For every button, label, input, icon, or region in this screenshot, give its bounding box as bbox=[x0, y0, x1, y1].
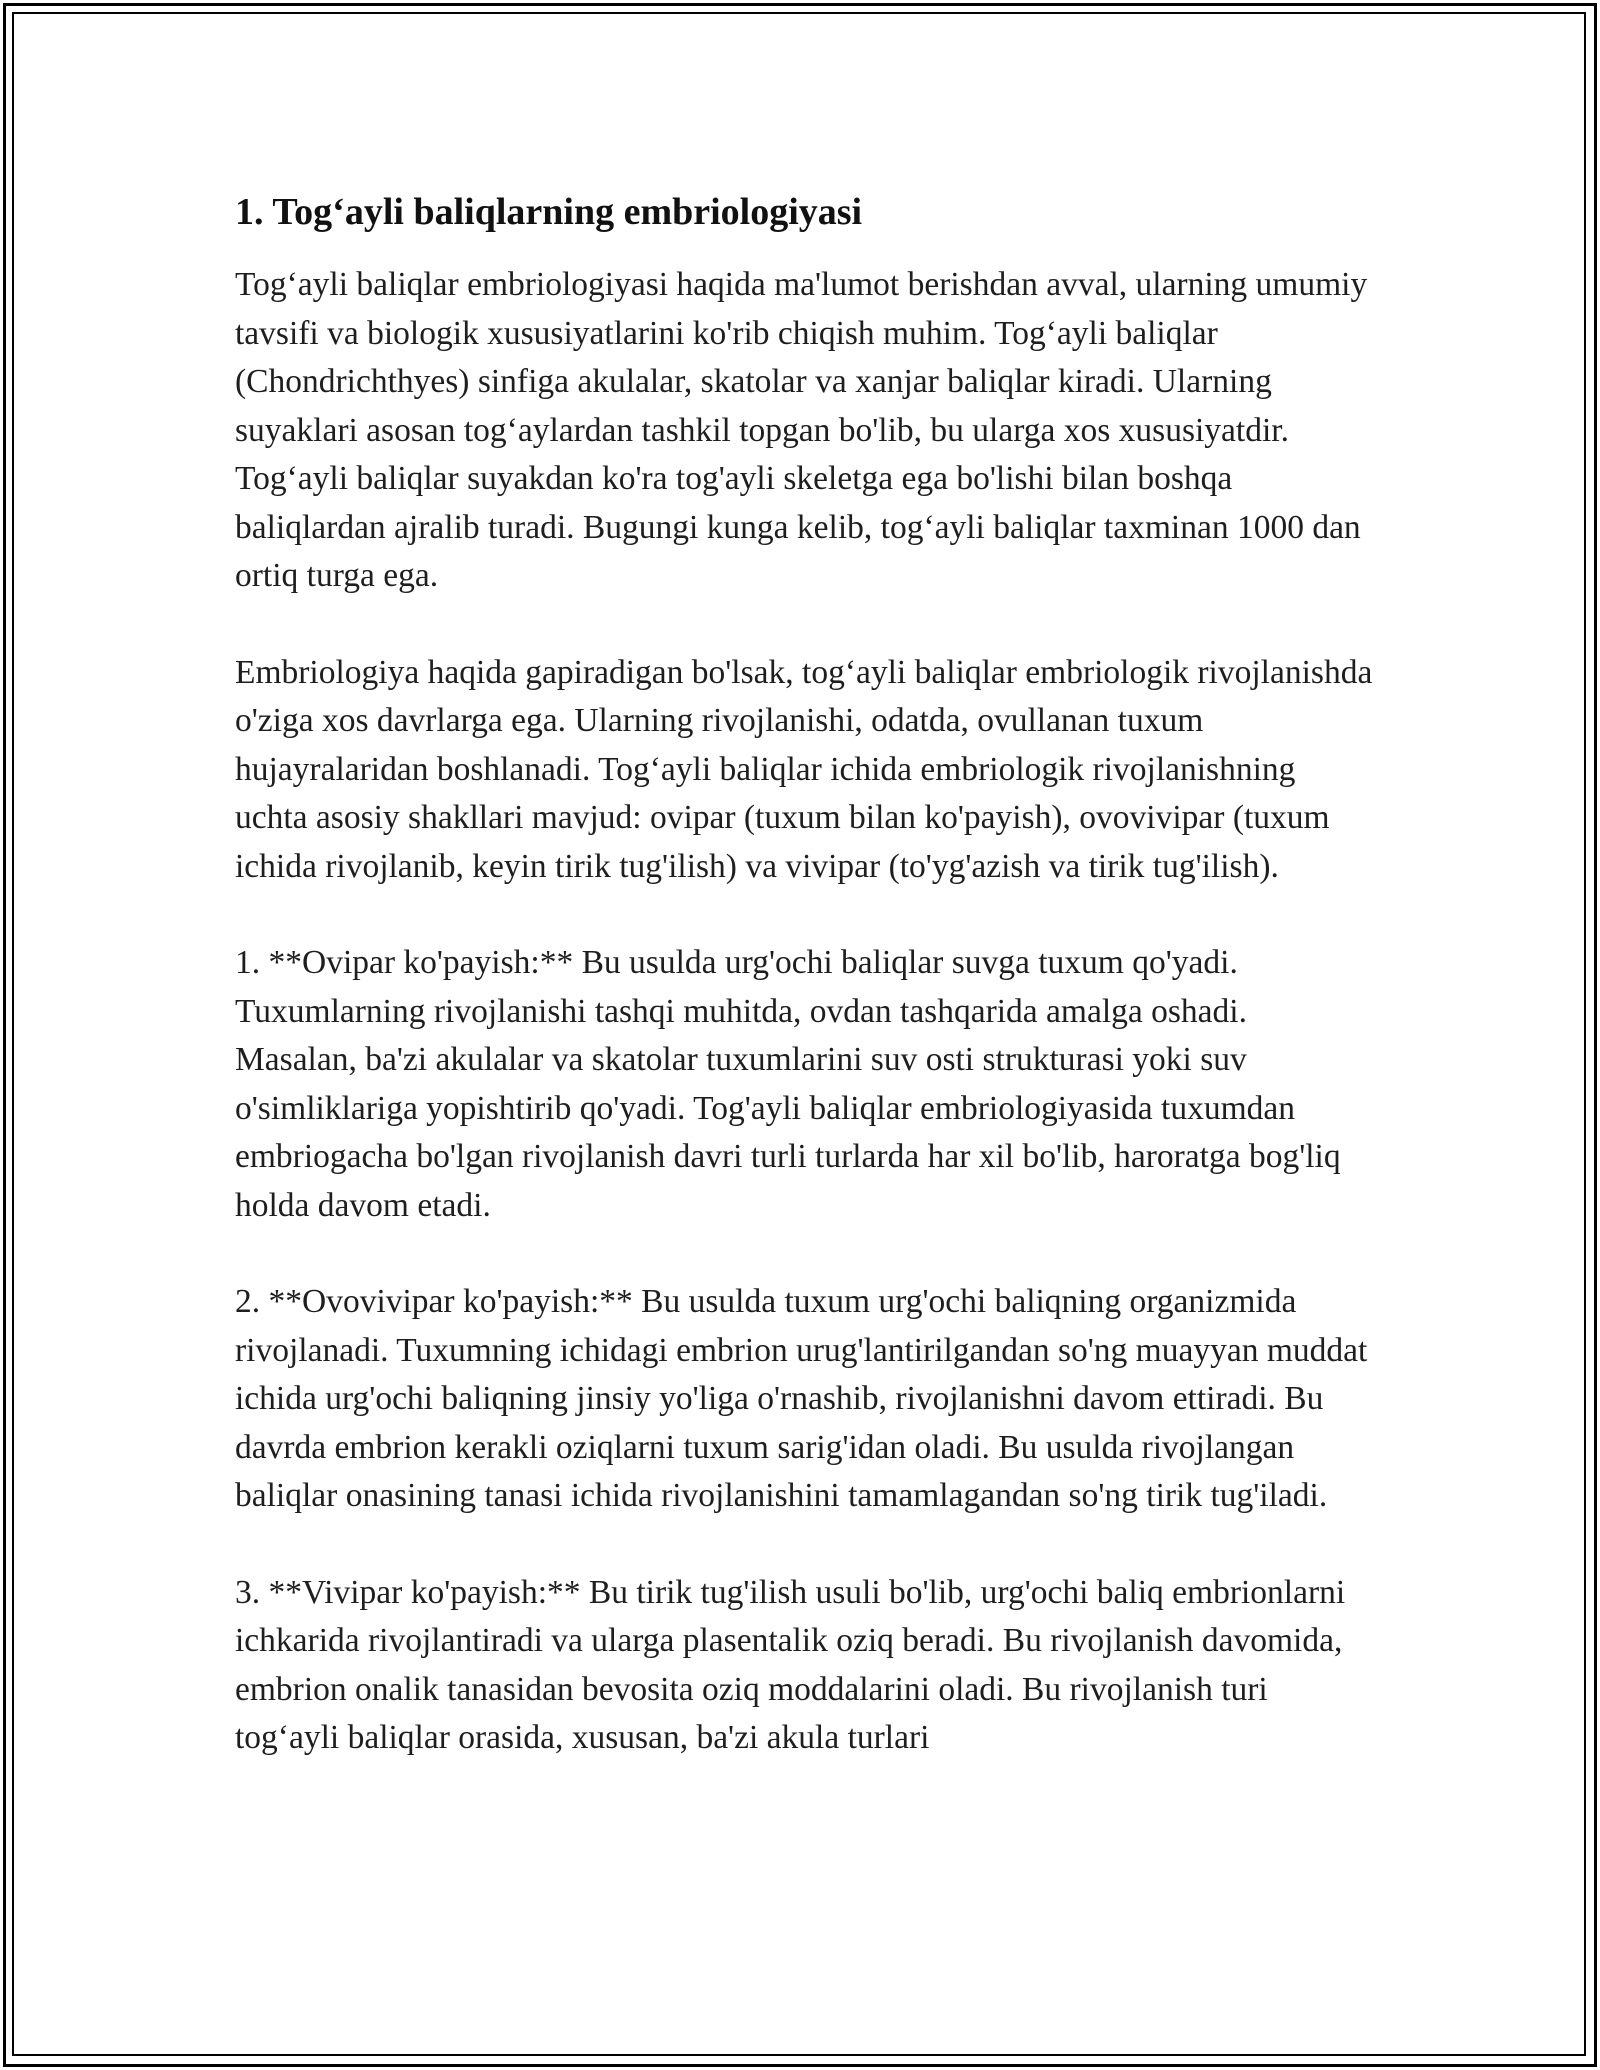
document-body bbox=[235, 185, 1375, 1811]
section-heading: 1. Tog‘ayli baliqlarning embriologiyasi bbox=[235, 191, 863, 233]
paragraph-intro: Tog‘ayli baliqlar embriologiyasi haqida ma'lumot berishdan avval, ularning umumiy tavsifi va biologik xususiyatlarini ko'rib chiqish muhim. Tog‘ayli baliqlar (Chondrichthyes) sinfiga akulalar, skatolar va xanjar baliqlar kiradi. Ularning suyaklari asosan tog‘aylardan tashkil topgan bo'lib, bu ularga xos xususiyatdir. Tog‘ayli baliqlar suyakdan ko'ra tog'ayli skeletga ega bo'lishi bilan boshqa baliqlardan ajralib turadi. Bugungi kunga kelib, tog‘ayli baliqlar taxminan 1000 dan ortiq turga ega. bbox=[235, 266, 1368, 594]
paragraph-vivipar: 3. **Vivipar ko'payish:** Bu tirik tug'ilish usuli bo'lib, urg'ochi baliq embrionlarni ichkarida rivojlantiradi va ularga plasentalik oziq beradi. Bu rivojlanish davomida, embrion onalik tanasidan bevosita oziq moddalarini oladi. Bu rivojlanish turi tog‘ayli baliqlar orasida, xususan, ba'zi akula turlari bbox=[235, 1573, 1346, 1756]
paragraph-embryology: Embriologiya haqida gapiradigan bo'lsak, tog‘ayli baliqlar embriologik rivojlanishda o'ziga xos davrlarga ega. Ularning rivojlanishi, odatda, ovullanan tuxum hujayralaridan boshlanadi. Tog‘ayli baliqlar ichida embriologik rivojlanishning uchta asosiy shakllari mavjud: ovipar (tuxum bilan ko'payish), ovovivipar (tuxum ichida rivojlanib, keyin tirik tug'ilish) va vivipar (to'yg'azish va tirik tug'ilish). bbox=[235, 653, 1373, 885]
paragraph-ovipar: 1. **Ovipar ko'payish:** Bu usulda urg'ochi baliqlar suvga tuxum qo'yadi. Tuxumlarning rivojlanishi tashqi muhitda, ovdan tashqarida amalga oshadi. Masalan, ba'zi akulalar va skatolar tuxumlarini suv osti strukturasi yoki suv o'simliklariga yopishtirib qo'yadi. Tog'ayli baliqlar embriologiyasida tuxumdan embriogacha bo'lgan rivojlanish davri turli turlarda har xil bo'lib, haroratga bog'liq holda davom etadi. bbox=[235, 944, 1341, 1224]
paragraph-ovovivipar: 2. **Ovovivipar ko'payish:** Bu usulda tuxum urg'ochi baliqning organizmida rivojlanadi. Tuxumning ichidagi embrion urug'lantirilgandan so'ng muayyan muddat ichida urg'ochi baliqning jinsiy yo'liga o'rnashib, rivojlanishni davom ettiradi. Bu davrda embrion kerakli oziqlarni tuxum sarig'idan oladi. Bu usulda rivojlangan baliqlar onasining tanasi ichida rivojlanishini tamamlagandan so'ng tirik tug'iladi. bbox=[235, 1283, 1368, 1514]
